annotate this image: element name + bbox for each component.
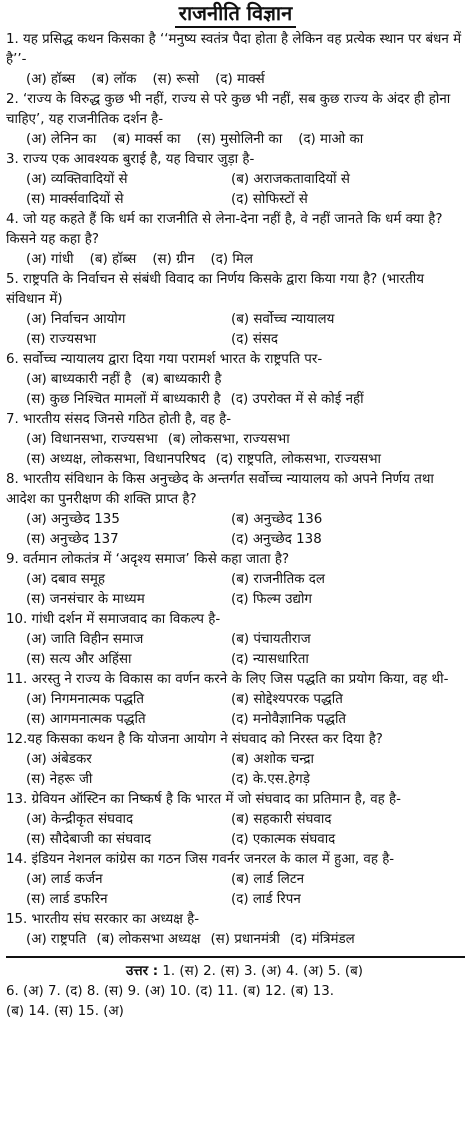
answer-option: (द) लार्ड रिपन	[231, 892, 301, 907]
answer-option: (द) मार्क्स	[215, 72, 265, 87]
question-text: 8. भारतीय संविधान के किस अनुच्छेद के अन्तर्गत सर्वोच्च न्यायालय को अपने निर्णय तथा आदेश का पुनरीक्षण की शक्ति प्राप्त है?	[6, 472, 434, 507]
answer-key	[6, 956, 465, 1022]
question-text: 13. ग्रेवियन ऑस्टिन का निष्कर्ष है कि भारत में जो संघवाद का प्रतिमान है, वह है-	[6, 792, 401, 807]
options-row	[6, 650, 465, 670]
answer-option: (अ) राष्ट्रपति	[26, 932, 87, 947]
answer-option: (अ) अंबेडकर	[26, 752, 92, 767]
answer-option: (स) कुछ निश्चित मामलों में बाध्यकारी है	[26, 392, 221, 407]
options-row	[6, 590, 465, 610]
answer-option: (स) राज्यसभा	[26, 332, 97, 347]
answer-option: (ब) पंचायतीराज	[231, 632, 311, 647]
answer-option: (ब) राजनीतिक दल	[231, 572, 325, 587]
question-text: 5. राष्ट्रपति के निर्वाचन से संबंधी विवाद का निर्णय किसके द्वारा किया गया है? (भारतीय संविधान में)	[6, 272, 424, 307]
question-text: 15. भारतीय संघ सरकार का अध्यक्ष है-	[6, 912, 200, 927]
options-row	[6, 770, 465, 790]
answer-option: (अ) गांधी	[26, 252, 74, 267]
answer-option: (ब) सहकारी संघवाद	[231, 812, 332, 827]
answer-option: (द) के.एस.हेगड़े	[231, 772, 310, 787]
answer-option: (स) प्रधानमंत्री	[210, 932, 280, 947]
answer-option: (अ) विधानसभा, राज्यसभा	[26, 432, 158, 447]
answer-option: (ब) सोद्देश्यपरक पद्धति	[231, 692, 343, 707]
answer-key-line-2: 6. (अ) 7. (द) 8. (स) 9. (अ) 10. (द) 11. (ब) 12. (ब) 13.	[6, 984, 335, 999]
options-row	[6, 170, 465, 190]
answer-option: (द) न्यासधारिता	[231, 652, 309, 667]
answer-option: (स) नेहरू जी	[26, 772, 93, 787]
answer-option: (ब) अराजकतावादियों से	[231, 172, 350, 187]
options-row	[6, 870, 465, 890]
answer-option: (द) सोफिस्टों से	[231, 192, 308, 207]
options-row	[6, 530, 465, 550]
question-text: 4. जो यह कहते हैं कि धर्म का राजनीति से लेना-देना नहीं है, वे नहीं जानते कि धर्म क्या है? किसने यह कहा है?	[6, 212, 443, 247]
options-row	[6, 810, 465, 830]
answer-option: (अ) दबाव समूह	[26, 572, 106, 587]
options-row	[6, 930, 465, 950]
question-text: 12.यह किसका कथन है कि योजना आयोग ने संघवाद को निरस्त कर दिया है?	[6, 732, 383, 747]
options-row	[6, 310, 465, 330]
answer-option: (स) ग्रीन	[152, 252, 195, 267]
options-row	[6, 330, 465, 350]
options-row	[6, 830, 465, 850]
answer-option: (ब) सर्वोच्च न्यायालय	[231, 312, 335, 327]
options-row	[6, 370, 465, 390]
answer-key-text-1: 1. (स) 2. (स) 3. (अ) 4. (अ) 5. (ब)	[162, 964, 364, 979]
answer-option: (अ) निगमनात्मक पद्धति	[26, 692, 144, 707]
answer-option: (स) रूसो	[152, 72, 200, 87]
answer-option: (ब) हॉब्स	[89, 252, 137, 267]
answer-key-line-1	[6, 962, 465, 982]
answer-key-line-3: (ब) 14. (स) 15. (अ)	[6, 1004, 124, 1019]
options-row	[6, 570, 465, 590]
question-text: 10. गांधी दर्शन में समाजवाद का विकल्प है-	[6, 612, 221, 627]
options-row	[6, 390, 465, 410]
answer-option: (अ) बाध्यकारी नहीं है	[26, 372, 132, 387]
answer-key-label: उत्तर :	[126, 964, 159, 979]
question-item	[6, 610, 465, 670]
answer-option: (द) अनुच्छेद 138	[231, 532, 322, 547]
title-wrap	[6, 0, 465, 30]
options-row	[6, 750, 465, 770]
answer-option: (अ) जाति विहीन समाज	[26, 632, 144, 647]
answer-option: (ब) लॉक	[91, 72, 137, 87]
question-item	[6, 910, 465, 950]
answer-option: (अ) निर्वाचन आयोग	[26, 312, 126, 327]
answer-option: (स) मुसोलिनी का	[196, 132, 283, 147]
question-item	[6, 270, 465, 350]
answer-option: (ब) अनुच्छेद 136	[231, 512, 323, 527]
question-text: 6. सर्वोच्च न्यायालय द्वारा दिया गया परामर्श भारत के राष्ट्रपति पर-	[6, 352, 323, 367]
question-item	[6, 210, 465, 270]
answer-option: (द) मिल	[210, 252, 253, 267]
answer-option: (स) सत्य और अहिंसा	[26, 652, 132, 667]
question-item	[6, 670, 465, 730]
answer-option: (ब) लोकसभा अध्यक्ष	[96, 932, 201, 947]
answer-option: (स) सौदेबाजी का संघवाद	[26, 832, 152, 847]
answer-option: (द) माओ का	[298, 132, 364, 147]
answer-option: (द) मंत्रिमंडल	[289, 932, 355, 947]
question-text: 3. राज्य एक आवश्यक बुराई है, यह विचार जुड़ा है-	[6, 152, 255, 167]
question-item	[6, 850, 465, 910]
options-row	[6, 890, 465, 910]
answer-option: (द) राष्ट्रपति, लोकसभा, राज्यसभा	[215, 452, 382, 467]
answer-option: (स) लार्ड डफरिन	[26, 892, 108, 907]
answer-option: (स) मार्क्सवादियों से	[26, 192, 124, 207]
question-text: 14. इंडियन नेशनल कांग्रेस का गठन जिस गवर्नर जनरल के काल में हुआ, वह है-	[6, 852, 395, 867]
answer-option: (ब) लोकसभा, राज्यसभा	[167, 432, 290, 447]
answer-option: (ब) अशोक चन्द्रा	[231, 752, 314, 767]
question-text: 1. यह प्रसिद्ध कथन किसका है ‘‘मनुष्य स्वतंत्र पैदा होता है लेकिन वह प्रत्येक स्थान पर बंधन में है’’-	[6, 32, 462, 67]
answer-option: (अ) लेनिन का	[26, 132, 97, 147]
question-item	[6, 470, 465, 550]
page-title: राजनीति विज्ञान	[175, 0, 296, 28]
question-text: 2. ‘राज्य के विरुद्ध कुछ भी नहीं, राज्य से परे कुछ भी नहीं, सब कुछ राज्य के अंदर ही होना चाहिए’, यह राजनीतिक दर्शन है-	[6, 92, 451, 127]
answer-option: (अ) केन्द्रीकृत संघवाद	[26, 812, 134, 827]
question-text: 9. वर्तमान लोकतंत्र में ‘अदृश्य समाज’ किसे कहा जाता है?	[6, 552, 290, 567]
question-item	[6, 730, 465, 790]
answer-option: (द) एकात्मक संघवाद	[231, 832, 336, 847]
answer-option: (ब) लार्ड लिटन	[231, 872, 305, 887]
answer-option: (ब) मार्क्स का	[112, 132, 181, 147]
answer-option: (स) जनसंचार के माध्यम	[26, 592, 145, 607]
answer-option: (स) अध्यक्ष, लोकसभा, विधानपरिषद	[26, 452, 206, 467]
question-item	[6, 790, 465, 850]
answer-option: (अ) व्यक्तिवादियों से	[26, 172, 128, 187]
options-row	[6, 70, 465, 90]
answer-option: (अ) हॉब्स	[26, 72, 76, 87]
answer-option: (द) संसद	[231, 332, 279, 347]
answer-option: (द) फिल्म उद्योग	[231, 592, 312, 607]
question-item	[6, 350, 465, 410]
options-row	[6, 690, 465, 710]
question-text: 7. भारतीय संसद जिनसे गठित होती है, वह है-	[6, 412, 232, 427]
options-row	[6, 190, 465, 210]
question-item	[6, 550, 465, 610]
answer-option: (अ) लार्ड कर्जन	[26, 872, 103, 887]
question-item	[6, 30, 465, 90]
answer-option: (स) आगमनात्मक पद्धति	[26, 712, 146, 727]
options-row	[6, 250, 465, 270]
options-row	[6, 430, 465, 450]
question-text: 11. अरस्तु ने राज्य के विकास का वर्णन करने के लिए जिस पद्धति का प्रयोग किया, वह थी-	[6, 672, 449, 687]
answer-option: (अ) अनुच्छेद 135	[26, 512, 120, 527]
question-item	[6, 410, 465, 470]
question-list	[6, 30, 465, 950]
question-item	[6, 90, 465, 150]
options-row	[6, 630, 465, 650]
answer-option: (द) उपरोक्त में से कोई नहीं	[230, 392, 364, 407]
answer-option: (द) मनोवैज्ञानिक पद्धति	[231, 712, 347, 727]
question-item	[6, 150, 465, 210]
options-row	[6, 510, 465, 530]
options-row	[6, 130, 465, 150]
answer-option: (स) अनुच्छेद 137	[26, 532, 119, 547]
options-row	[6, 450, 465, 470]
answer-option: (ब) बाध्यकारी है	[141, 372, 222, 387]
options-row	[6, 710, 465, 730]
